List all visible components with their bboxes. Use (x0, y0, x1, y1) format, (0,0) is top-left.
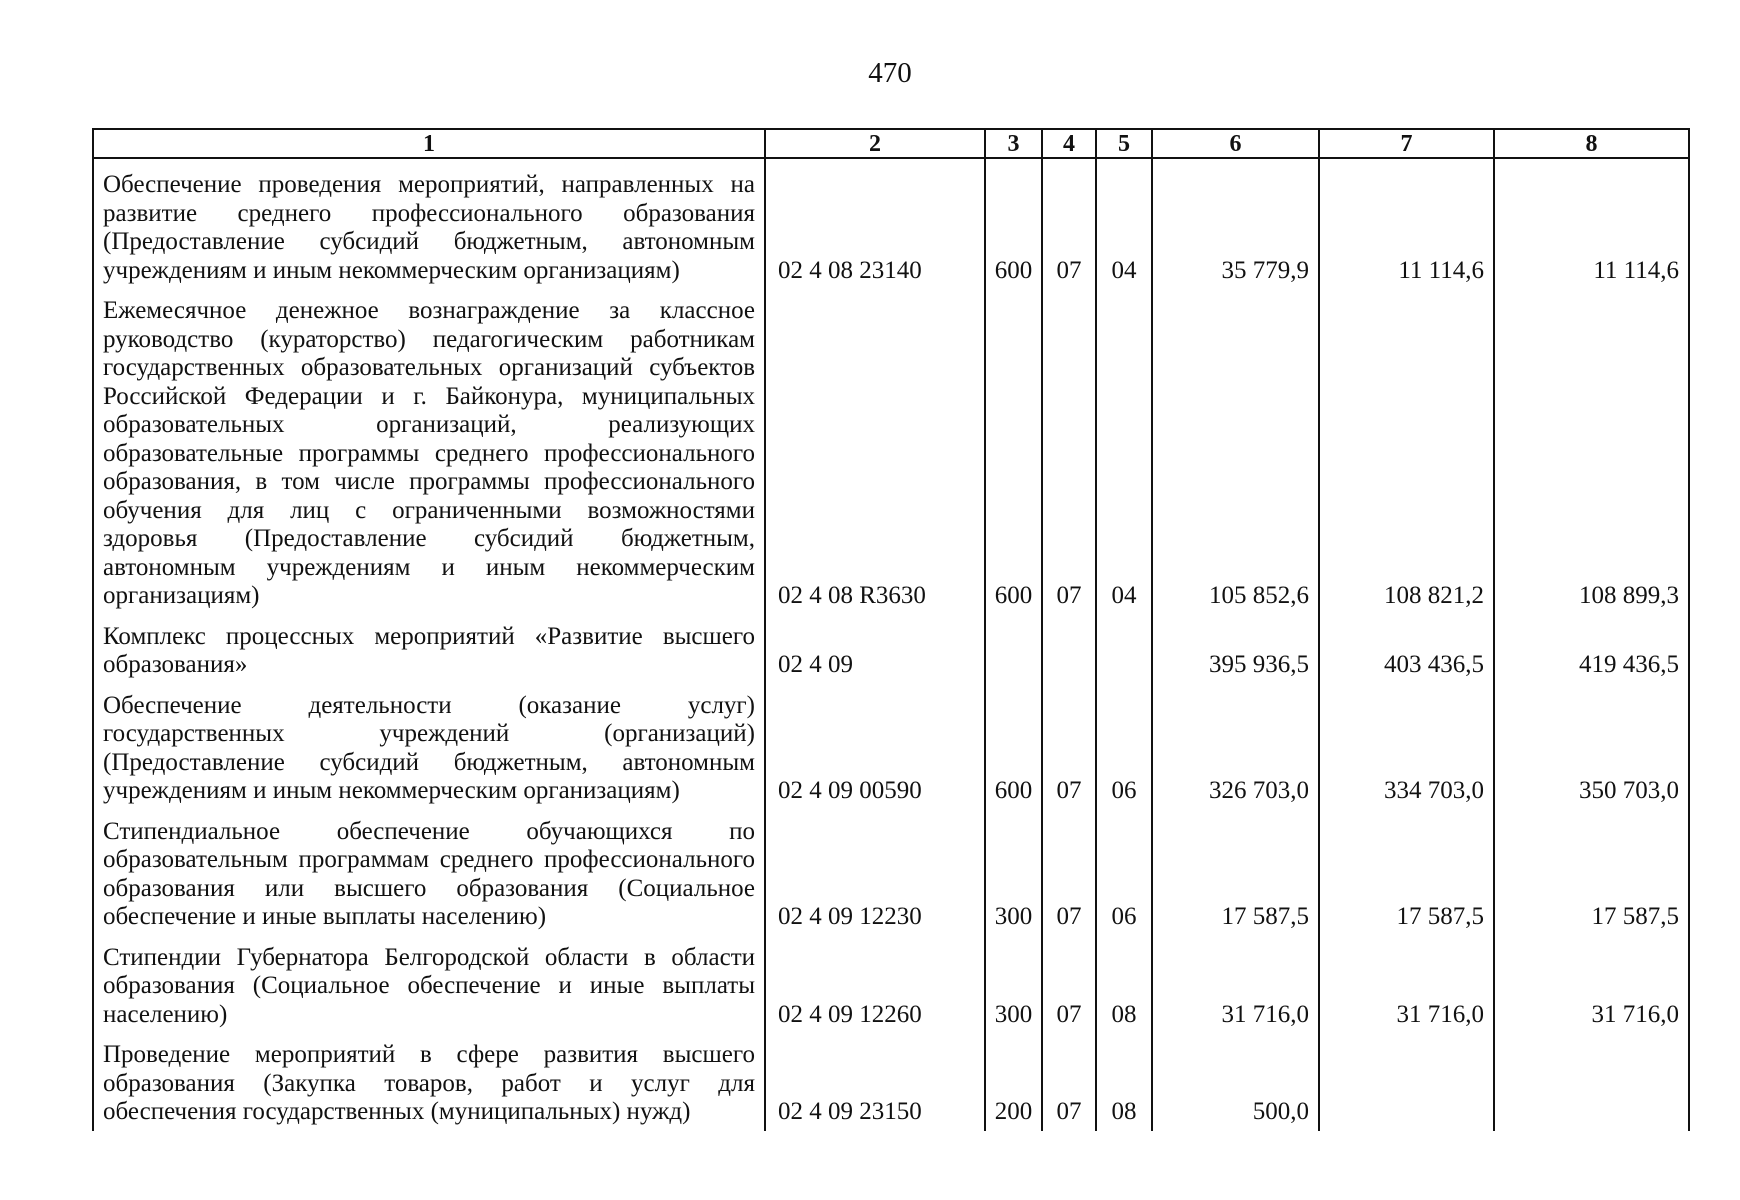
table-row (93, 810, 1689, 936)
cell-pr: 08 (1096, 1033, 1152, 1131)
cell-pr: 04 (1096, 158, 1152, 289)
cell-code: 02 4 09 12260 (765, 936, 985, 1034)
header-col-1: 1 (93, 129, 765, 158)
cell-value-8 (1494, 1033, 1689, 1131)
cell-pr: 04 (1096, 289, 1152, 615)
cell-value-7: 334 703,0 (1319, 684, 1494, 810)
cell-name: Стипендии Губернатора Белгородской области в области образования (Социальное обеспечение и иные выплаты населению) (93, 936, 765, 1034)
cell-rz: 07 (1042, 289, 1096, 615)
cell-value-8: 11 114,6 (1494, 158, 1689, 289)
header-col-7: 7 (1319, 129, 1494, 158)
cell-name: Комплекс процессных мероприятий «Развитие высшего образования» (93, 615, 765, 684)
cell-value-6: 31 716,0 (1152, 936, 1319, 1034)
cell-rz (1042, 615, 1096, 684)
cell-value-7: 11 114,6 (1319, 158, 1494, 289)
cell-vr: 600 (985, 158, 1042, 289)
cell-name: Обеспечение проведения мероприятий, направленных на развитие среднего профессионального образования (Предоставление субсидий бюджетным, автономным учреждениям и иным некоммерческим организациям) (93, 158, 765, 289)
table-row (93, 158, 1689, 289)
cell-pr (1096, 615, 1152, 684)
page-number: 470 (868, 57, 912, 89)
table-row (93, 615, 1689, 684)
cell-rz: 07 (1042, 936, 1096, 1034)
cell-name: Проведение мероприятий в сфере развития высшего образования (Закупка товаров, работ и услуг для обеспечения государственных (муниципальных) нужд) (93, 1033, 765, 1131)
table-row (93, 289, 1689, 615)
cell-value-6: 326 703,0 (1152, 684, 1319, 810)
cell-pr: 08 (1096, 936, 1152, 1034)
cell-value-7: 403 436,5 (1319, 615, 1494, 684)
cell-name: Ежемесячное денежное вознаграждение за классное руководство (кураторство) педагогическим работникам государственных образовательных организаций субъектов Российской Федерации и г. Байконура, муниципальных образовательных организаций, реализующих образовательные программы среднего профессионального образования, в том числе программы профессионального обучения для лиц с ограниченными возможностями здоровья (Предоставление субсидий бюджетным, автономным учреждениям и иным некоммерческим организациям) (93, 289, 765, 615)
cell-vr: 600 (985, 289, 1042, 615)
cell-value-8: 17 587,5 (1494, 810, 1689, 936)
cell-name: Стипендиальное обеспечение обучающихся по образовательным программам среднего профессионального образования или высшего образования (Социальное обеспечение и иные выплаты населению) (93, 810, 765, 936)
cell-vr (985, 615, 1042, 684)
budget-table (92, 128, 1690, 1131)
cell-vr: 300 (985, 810, 1042, 936)
cell-value-8: 31 716,0 (1494, 936, 1689, 1034)
table-row (93, 936, 1689, 1034)
header-col-6: 6 (1152, 129, 1319, 158)
cell-rz: 07 (1042, 684, 1096, 810)
cell-pr: 06 (1096, 810, 1152, 936)
cell-vr: 300 (985, 936, 1042, 1034)
table-row (93, 1033, 1689, 1131)
cell-value-6: 35 779,9 (1152, 158, 1319, 289)
cell-value-7: 31 716,0 (1319, 936, 1494, 1034)
cell-pr: 06 (1096, 684, 1152, 810)
cell-vr: 600 (985, 684, 1042, 810)
cell-rz: 07 (1042, 1033, 1096, 1131)
cell-value-8: 419 436,5 (1494, 615, 1689, 684)
cell-value-6: 17 587,5 (1152, 810, 1319, 936)
cell-code: 02 4 08 R3630 (765, 289, 985, 615)
cell-code: 02 4 09 23150 (765, 1033, 985, 1131)
cell-rz: 07 (1042, 810, 1096, 936)
cell-rz: 07 (1042, 158, 1096, 289)
header-col-3: 3 (985, 129, 1042, 158)
cell-code: 02 4 09 12230 (765, 810, 985, 936)
header-col-8: 8 (1494, 129, 1689, 158)
header-row (93, 129, 1689, 158)
cell-vr: 200 (985, 1033, 1042, 1131)
cell-value-7: 17 587,5 (1319, 810, 1494, 936)
cell-code: 02 4 09 00590 (765, 684, 985, 810)
header-col-5: 5 (1096, 129, 1152, 158)
cell-value-8: 350 703,0 (1494, 684, 1689, 810)
cell-value-8: 108 899,3 (1494, 289, 1689, 615)
cell-code: 02 4 09 (765, 615, 985, 684)
cell-value-7 (1319, 1033, 1494, 1131)
cell-code: 02 4 08 23140 (765, 158, 985, 289)
cell-value-6: 500,0 (1152, 1033, 1319, 1131)
header-col-2: 2 (765, 129, 985, 158)
cell-value-6: 105 852,6 (1152, 289, 1319, 615)
header-col-4: 4 (1042, 129, 1096, 158)
cell-name: Обеспечение деятельности (оказание услуг) государственных учреждений (организаций) (Предоставление субсидий бюджетным, автономным учреждениям и иным некоммерческим организациям) (93, 684, 765, 810)
table-row (93, 684, 1689, 810)
cell-value-7: 108 821,2 (1319, 289, 1494, 615)
cell-value-6: 395 936,5 (1152, 615, 1319, 684)
